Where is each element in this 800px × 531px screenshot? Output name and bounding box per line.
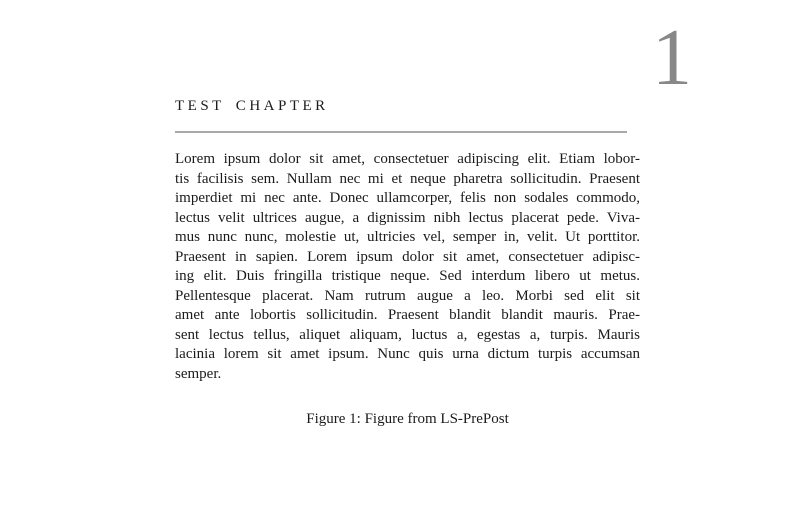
chapter-title: TEST CHAPTER (175, 98, 329, 114)
paragraph-line: amet ante lobortis sollicitudin. Praesent blandit blandit mauris. Prae- (175, 307, 640, 323)
paragraph-line: imperdiet mi nec ante. Donec ullamcorper, felis non sodales commodo, (175, 190, 640, 206)
paragraph-line: mus nunc nunc, molestie ut, ultricies vel, semper in, velit. Ut porttitor. (175, 229, 640, 245)
paragraph-line: Praesent in sapien. Lorem ipsum dolor sit amet, consectetuer adipisc- (175, 248, 640, 265)
paragraph-line: tis facilisis sem. Nullam nec mi et neque pharetra sollicitudin. Praesent (175, 170, 640, 187)
paragraph-line: semper. (175, 365, 222, 382)
chapter-title-rule (175, 131, 627, 133)
paragraph-line: ing elit. Duis fringilla tristique neque. Sed interdum libero ut metus. (175, 268, 640, 284)
paragraph-line: Lorem ipsum dolor sit amet, consectetuer adipiscing elit. Etiam lobor- (175, 151, 640, 167)
paragraph-line: sent lectus tellus, aliquet aliquam, luctus a, egestas a, turpis. Mauris (175, 326, 640, 343)
figure-caption: Figure 1: Figure from LS-PrePost (306, 411, 509, 427)
chapter-number: 1 (652, 14, 692, 102)
paragraph-line: lectus velit ultrices augue, a dignissim nibh lectus placerat pede. Viva- (175, 209, 640, 226)
paragraph-line: lacinia lorem sit amet ipsum. Nunc quis urna dictum turpis accumsan (175, 346, 640, 362)
paragraph-line: Pellentesque placerat. Nam rutrum augue a leo. Morbi sed elit sit (175, 287, 640, 304)
body-paragraph (175, 150, 640, 384)
